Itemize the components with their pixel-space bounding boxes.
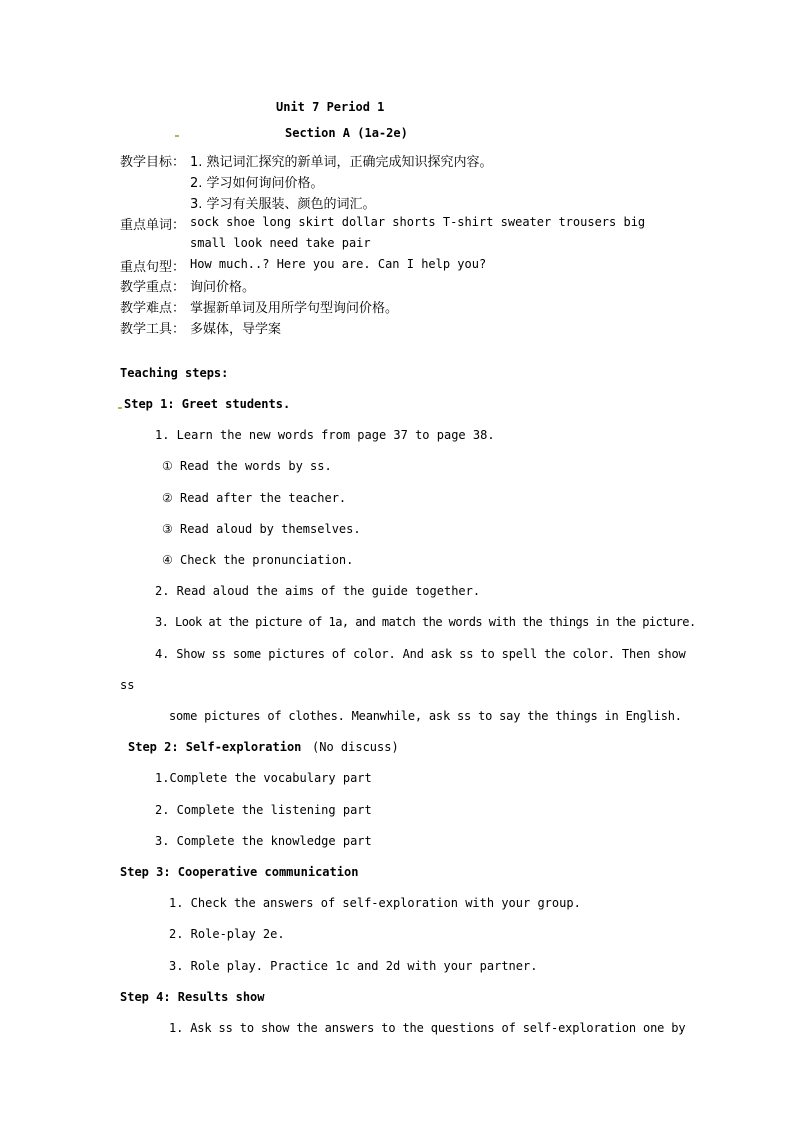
step1-item-continued: ss bbox=[120, 678, 135, 692]
step1-heading: Step 1: Greet students. bbox=[124, 397, 291, 411]
step1-item: 4. Show ss some pictures of color. And ask ss to spell the color. Then show bbox=[155, 647, 686, 661]
step3-heading: Step 3: Cooperative communication bbox=[120, 865, 359, 879]
step1-subitem: ① Read the words by ss. bbox=[162, 459, 332, 473]
step2-note: (No discuss) bbox=[312, 740, 399, 754]
step3-item: 1. Check the answers of self-exploration with your group. bbox=[169, 896, 581, 910]
step1-item-continued: some pictures of clothes. Meanwhile, ask ss to say the things in English. bbox=[169, 709, 682, 723]
step2-item: 2. Complete the listening part bbox=[155, 803, 372, 817]
step1-item: 2. Read aloud the aims of the guide together. bbox=[155, 584, 481, 598]
focus-value: 询问价格。 bbox=[190, 280, 256, 295]
ink-mark bbox=[175, 135, 179, 137]
key-sentences-value: How much..? Here you are. Can I help you? bbox=[190, 257, 487, 271]
step3-item: 2. Role-play 2e. bbox=[169, 927, 285, 941]
difficulty-value: 掌握新单词及用所学句型询问价格。 bbox=[190, 301, 399, 316]
step2-heading: Step 2: Self-exploration bbox=[128, 740, 302, 754]
tools-value: 多媒体，导学案 bbox=[190, 322, 282, 337]
teaching-steps-heading: Teaching steps: bbox=[120, 366, 229, 380]
step1-item: 3. Look at the picture of 1a, and match the words with the things in the picture. bbox=[155, 615, 696, 629]
key-words-label: 重点单词： bbox=[120, 218, 186, 233]
unit-title: Unit 7 Period 1 bbox=[276, 100, 385, 114]
key-words-line: small look need take pair bbox=[190, 236, 371, 250]
objective-item: 3. 学习有关服装、颜色的词汇。 bbox=[190, 197, 376, 212]
objective-item: 1. 熟记词汇探究的新单词，正确完成知识探究内容。 bbox=[190, 155, 493, 170]
step1-subitem: ② Read after the teacher. bbox=[162, 491, 347, 505]
ink-mark bbox=[118, 407, 122, 409]
step1-item: 1. Learn the new words from page 37 to page 38. bbox=[155, 428, 495, 442]
section-subtitle: Section A (1a-2e) bbox=[285, 126, 408, 140]
key-words-line: sock shoe long skirt dollar shorts T-shirt sweater trousers big bbox=[190, 215, 646, 229]
step3-item: 3. Role play. Practice 1c and 2d with your partner. bbox=[169, 959, 538, 973]
key-sentences-label: 重点句型： bbox=[120, 260, 186, 275]
step1-subitem: ③ Read aloud by themselves. bbox=[162, 522, 361, 536]
step4-item: 1. Ask ss to show the answers to the questions of self-exploration one by bbox=[169, 1021, 686, 1035]
step4-heading: Step 4: Results show bbox=[120, 990, 265, 1004]
objective-item: 2. 学习如何询问价格。 bbox=[190, 176, 324, 191]
focus-label: 教学重点： bbox=[120, 280, 186, 295]
step2-item: 1.Complete the vocabulary part bbox=[155, 771, 372, 785]
step2-item: 3. Complete the knowledge part bbox=[155, 834, 372, 848]
difficulty-label: 教学难点： bbox=[120, 301, 186, 316]
step1-subitem: ④ Check the pronunciation. bbox=[162, 553, 354, 567]
objectives-label: 教学目标： bbox=[120, 155, 186, 170]
tools-label: 教学工具： bbox=[120, 322, 186, 337]
